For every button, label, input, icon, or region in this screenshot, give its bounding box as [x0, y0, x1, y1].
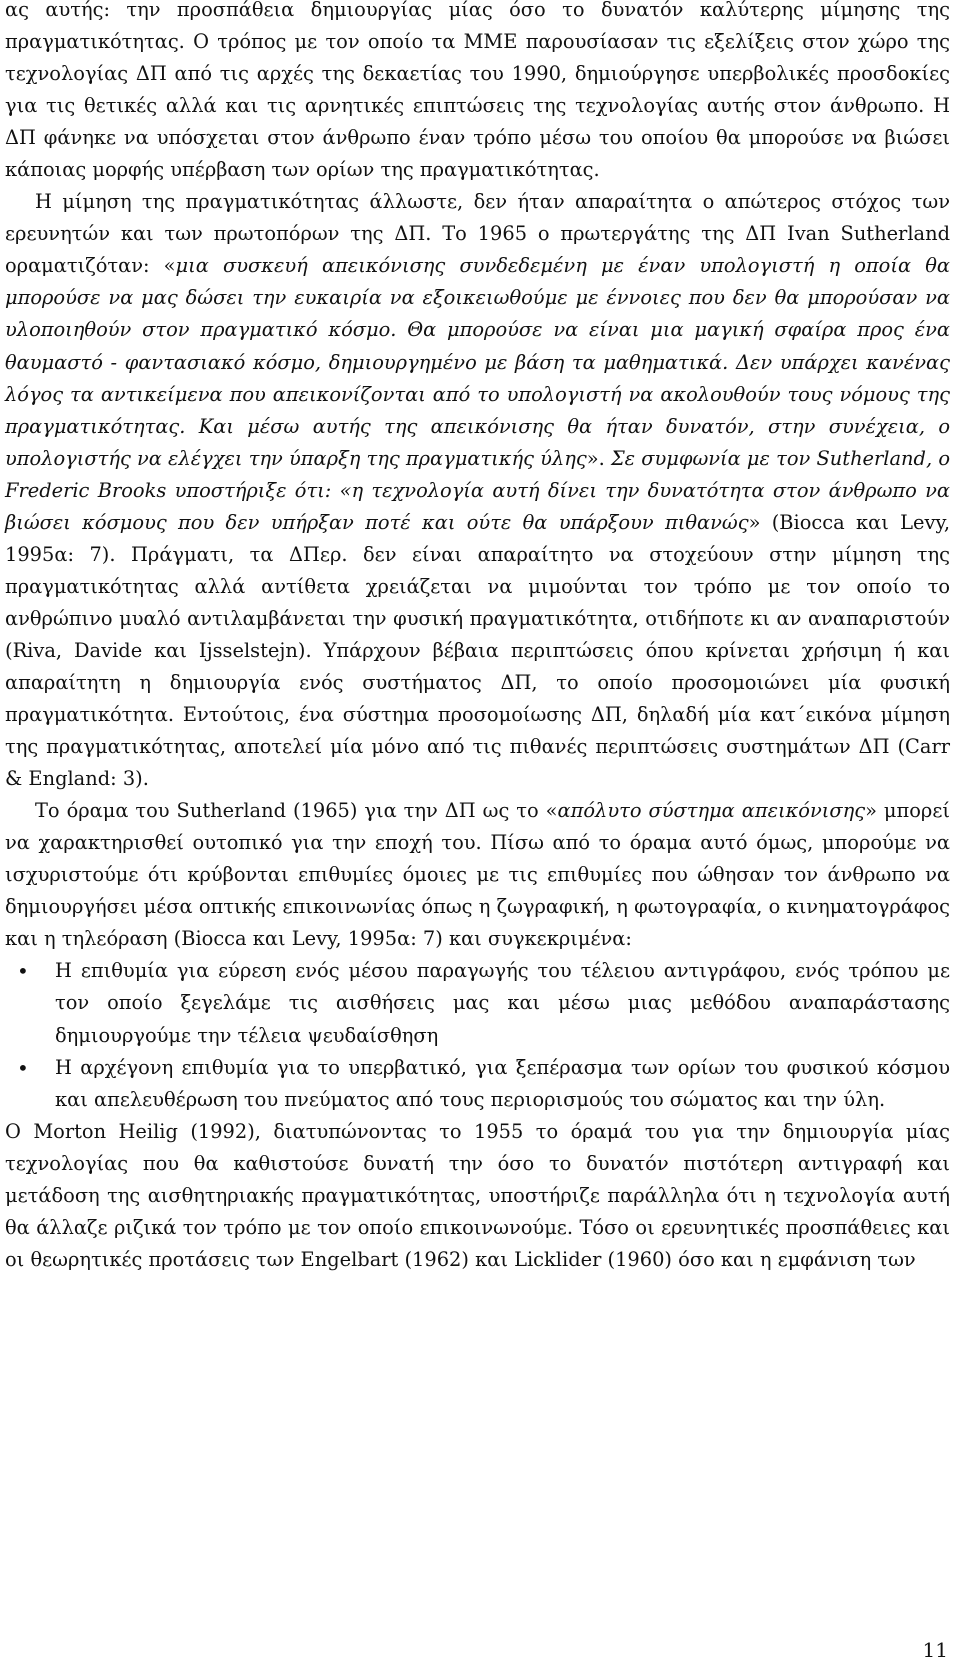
paragraph-1: ας αυτής: την προσπάθεια δημιουργίας μίας όσο το δυνατόν καλύτερης μίμησης της πραγματικότητας. Ο τρόπος με τον οποίο τα ΜΜΕ παρουσίασαν τις εξελίξεις στον χώρο της τεχνολογίας ΔΠ από τις αρχές της δεκαετίας του 1990, δημιούργησε υπερβολικές προσδοκίες για τις θετικές αλλά και τις αρνητικές επιπτώσεις της τεχνολογίας αυτής στον άνθρωπο. Η ΔΠ φάνηκε να υπόσχεται στον άνθρωπο έναν τρόπο μέσω του οποίου θα μπορούσε να βιώσει κάποιας μορφής υπέρβαση των ορίων της πραγματικότητας.	[5, 0, 950, 182]
bullet-list	[5, 955, 950, 1115]
paragraph-2-text-2: ».	[586, 446, 611, 470]
paragraph-3	[5, 795, 950, 955]
sutherland-quote: μια συσκευή απεικόνισης συνδεδεμένη με έναν υπολογιστή η οποία θα μπορούσε να μας δώσει την ευκαιρία να εξοικειωθούμε με έννοιες που δεν θα μπορούσαν να υλοποιηθούν στον πραγματικό κόσμο. Θα μπορούσε να είναι μια μαγική σφαίρα προς ένα θαυμαστό - φαντασιακό κόσμο, δημιουργημένο με βάση τα μαθηματικά. Δεν υπάρχει κανένας λόγος τα αντικείμενα που απεικονίζονται από το υπολογιστή να ακολουθούν τους νόμους της πραγματικότητας. Και μέσω αυτής της απεικόνισης θα ήταν δυνατόν, στην συνέχεια, ο υπολογιστής να ελέγχει την ύπαρξη της πραγματικής ύλης	[5, 254, 950, 470]
bullet-item: • Η αρχέγονη επιθυμία για το υπερβατικό, για ξεπέρασμα των ορίων του φυσικού κόσμου και απελευθέρωση του πνεύματος από τους περιορισμούς του σώματος και την ύλη.	[55, 1052, 950, 1116]
paragraph-2-text-3: » (Biocca και Levy, 1995α: 7). Πράγματι, τα ΔΠερ. δεν είναι απαραίτητο να στοχεύουν στην μίμηση της πραγματικότητας αλλά αντίθετα χρειάζεται να μιμούνται τον τρόπο με τον οποίο το ανθρώπινο μυαλό αντιλαμβάνεται την φυσική πραγματικότητα, οτιδήποτε κι αν αναπαριστούν (Riva, Davide και Ijsselstejn). Υπάρχουν βέβαια περιπτώσεις όπου κρίνεται χρήσιμη ή και απαραίτητη η δημιουργία ενός συστήματος ΔΠ, το οποίο προσομοιώνει μία φυσική πραγματικότητα. Εντούτοις, ένα σύστημα προσομοίωσης ΔΠ, δηλαδή μία κατ΄εικόνα μίμηση της πραγματικότητας, αποτελεί μία μόνο από τις πιθανές περιπτώσεις συστημάτων ΔΠ (Carr & England: 3).	[5, 510, 950, 791]
paragraph-4: Ο Morton Heilig (1992), διατυπώνοντας το 1955 το όραμά του για την δημιουργία μίας τεχνολογίας που θα καθιστούσε δυνατή την όσο το δυνατόν πιστότερη αντιγραφή και μετάδοση της αισθητηριακής πραγματικότητας, υποστήριζε παράλληλα ότι η τεχνολογία αυτή θα άλλαζε ριζικά τον τρόπο με τον οποίο επικοινωνούμε. Τόσο οι ερευνητικές προσπάθειες και οι θεωρητικές προτάσεις των Engelbart (1962) και Licklider (1960) όσο και η εμφάνιση των	[5, 1119, 950, 1271]
paragraph-3-text-1: Το όραμα του Sutherland (1965) για την ΔΠ ως το «	[35, 799, 558, 823]
bullet-item: • Η επιθυμία για εύρεση ενός μέσου παραγωγής του τέλειου αντιγράφου, ενός τρόπου με τον οποίο ξεγελάμε τις αισθήσεις μας και μέσω μιας μεθόδου αναπαράστασης δημιουργούμε την τέλεια ψευδαίσθηση	[55, 955, 950, 1051]
brooks-quote: Σε συμφωνία με τον Sutherland, ο Frederic Brooks υποστήριξε ότι: «η τεχνολογία αυτή δίνει την δυνατότητα στον άνθρωπο να βιώσει κόσμους που δεν υπήρξαν ποτέ και ούτε θα υπάρξουν πιθανώς	[5, 446, 950, 534]
body-text	[5, 0, 950, 1276]
paragraph-3-text-2: » μπορεί να χαρακτηρισθεί ουτοπικό για την εποχή του. Πίσω από το όραμα αυτό όμως, μπορούμε να ισχυριστούμε ότι κρύβονται επιθυμίες όμοιες με τις επιθυμίες που ώθησαν τον άνθρωπο να δημιουργήσει μέσα οπτικής επικοινωνίας όπως η ζωγραφική, η φωτογραφία, ο κινηματογράφος και η τηλεόραση (Biocca και Levy, 1995α: 7) και συγκεκριμένα:	[5, 799, 950, 951]
paragraph-2	[5, 186, 950, 795]
paragraph-3-italic: απόλυτο σύστημα απεικόνισης	[557, 799, 866, 823]
page-number: 11	[922, 1638, 948, 1662]
paragraph-2-text-1: Η μίμηση της πραγματικότητας άλλωστε, δεν ήταν απαραίτητα ο απώτερος στόχος των ερευνητών και των πρωτοπόρων της ΔΠ. Το 1965 ο πρωτεργάτης της ΔΠ Ivan Sutherland οραματιζόταν: «	[5, 190, 950, 278]
